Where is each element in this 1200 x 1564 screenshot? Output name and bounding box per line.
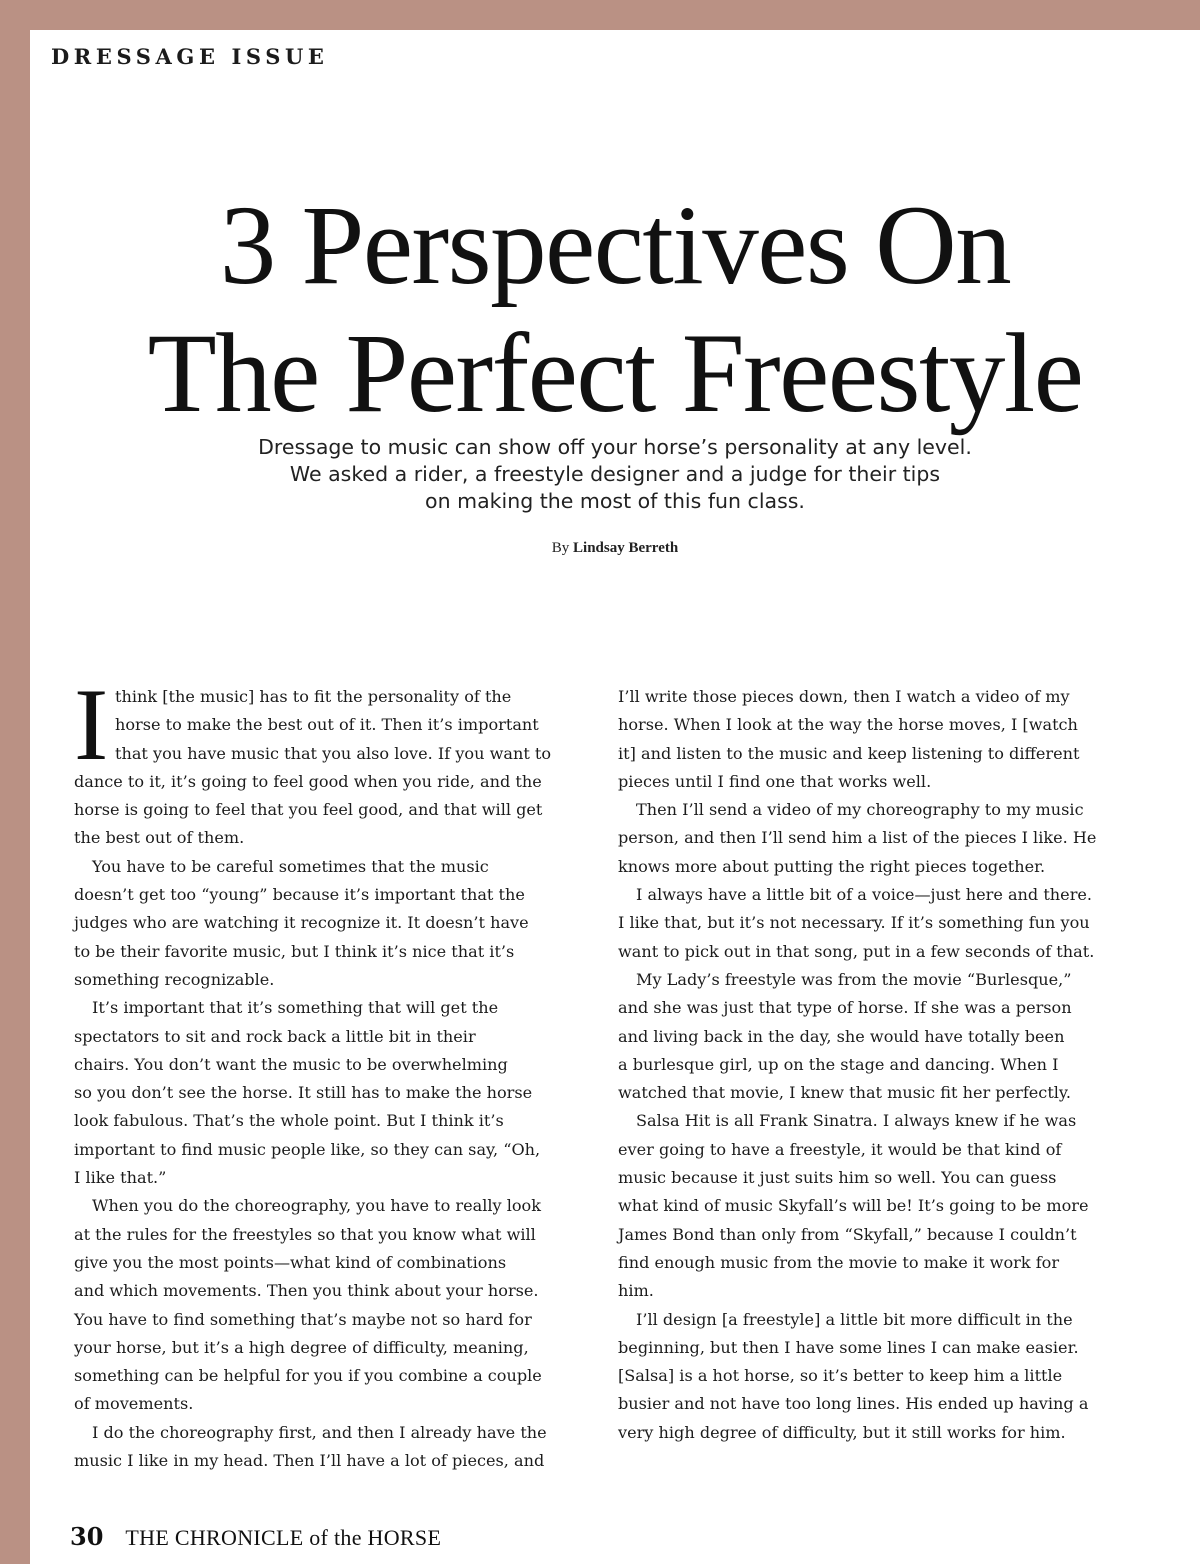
body-text-line: knows more about putting the right pieces together. — [618, 856, 1046, 876]
body-text-line: horse to make the best out of it. Then it’s important — [115, 715, 539, 735]
body-text-line: very high degree of difficulty, but it still works for him. — [618, 1422, 1066, 1442]
page-footer — [70, 1522, 441, 1551]
body-text-line: music I like in my head. Then I’ll have a lot of pieces, and — [74, 1451, 545, 1471]
body-text-line: and living back in the day, she would have totally been — [618, 1026, 1065, 1046]
body-text-line: what kind of music Skyfall’s will be! It’s going to be more — [618, 1196, 1089, 1216]
body-text-line: person, and then I’ll send him a list of the pieces I like. He — [618, 828, 1097, 848]
body-text-line: and which movements. Then you think about your horse. — [74, 1281, 539, 1301]
body-text-line: think [the music] has to fit the personality of the — [115, 687, 512, 706]
body-text-line: and she was just that type of horse. If she was a person — [618, 998, 1072, 1018]
body-text-line: horse. When I look at the way the horse moves, I [watch — [618, 715, 1078, 735]
body-text-line: I do the choreography first, and then I already have the — [92, 1422, 547, 1442]
byline-prefix: By — [551, 540, 570, 556]
byline — [30, 540, 1200, 557]
body-text-line: beginning, but then I have some lines I can make easier. — [618, 1337, 1079, 1357]
body-text-line: judges who are watching it recognize it. It doesn’t have — [74, 913, 529, 933]
body-text-line: at the rules for the freestyles so that you know what will — [74, 1224, 536, 1244]
body-text-line: pieces until I find one that works well. — [618, 771, 932, 791]
deck-line: Dressage to music can show off your horse’s personality at any level. — [258, 435, 972, 459]
body-text-line: him. — [618, 1281, 654, 1301]
body-text-line: of movements. — [74, 1394, 194, 1414]
body-text-line: I like that.” — [74, 1168, 167, 1188]
body-text-line: You have to be careful sometimes that the music — [92, 856, 489, 876]
section-label: DRESSAGE ISSUE — [51, 44, 329, 69]
body-text-line: want to pick out in that song, put in a few seconds of that. — [618, 941, 1095, 961]
headline-line-1: 3 Perspectives On — [219, 183, 1011, 308]
deck-line: We asked a rider, a freestyle designer and a judge for their tips — [289, 462, 941, 486]
body-text-line: I’ll design [a freestyle] a little bit more difficult in the — [636, 1309, 1073, 1329]
body-text-line: it] and listen to the music and keep listening to different — [618, 743, 1080, 763]
body-text-line: look fabulous. That’s the whole point. But I think it’s — [74, 1111, 504, 1131]
body-text-line: I’ll write those pieces down, then I watch a video of my — [618, 687, 1070, 706]
headline-line-2: The Perfect Freestyle — [147, 311, 1083, 436]
body-text-line: When you do the choreography, you have to really look — [92, 1196, 541, 1216]
body-text-line: chairs. You don’t want the music to be overwhelming — [74, 1054, 508, 1074]
body-text-line: to be their favorite music, but I think it’s nice that it’s — [74, 941, 515, 961]
body-text-line: It’s important that it’s something that will get the — [92, 998, 499, 1018]
body-text-line: Salsa Hit is all Frank Sinatra. I always knew if he was — [636, 1111, 1077, 1131]
body-text-line: give you the most points—what kind of combinations — [74, 1252, 507, 1272]
body-text-line: horse is going to feel that you feel good, and that will get — [74, 800, 543, 820]
body-text-line: something recognizable. — [74, 969, 275, 989]
body-text-line: My Lady’s freestyle was from the movie “Burlesque,” — [636, 969, 1072, 989]
magazine-name: THE CHRONICLE of the HORSE — [125, 1525, 442, 1550]
body-text-line: music because it just suits him so well. You can guess — [618, 1168, 1057, 1188]
body-text-line: ever going to have a freestyle, it would be that kind of — [618, 1139, 1062, 1159]
body-text-line: important to find music people like, so they can say, “Oh, — [74, 1139, 541, 1159]
page-number: 30 — [70, 1522, 104, 1551]
article-column-left — [74, 668, 582, 1475]
headline — [30, 182, 1200, 438]
magazine-page — [30, 30, 1200, 1564]
deck — [30, 434, 1200, 515]
body-text-line: a burlesque girl, up on the stage and dancing. When I — [618, 1054, 1059, 1074]
article-column-right — [618, 683, 1148, 1447]
body-text-line: watched that movie, I knew that music fit her perfectly. — [618, 1083, 1072, 1103]
body-text-line: You have to find something that’s maybe not so hard for — [74, 1309, 532, 1329]
body-text-line: James Bond than only from “Skyfall,” because I couldn’t — [618, 1224, 1077, 1244]
body-text-line: the best out of them. — [74, 828, 245, 848]
body-text-line: spectators to sit and rock back a little bit in their — [74, 1026, 476, 1046]
body-text-line: so you don’t see the horse. It still has to make the horse — [74, 1083, 533, 1103]
body-text-line: something can be helpful for you if you combine a couple — [74, 1366, 542, 1386]
body-text-line: that you have music that you also love. If you want to — [115, 743, 552, 763]
body-text-line: [Salsa] is a hot horse, so it’s better to keep him a little — [618, 1366, 1063, 1386]
body-text-line: I always have a little bit of a voice—just here and there. — [636, 885, 1093, 905]
body-text-line: Then I’ll send a video of my choreography to my music — [636, 800, 1084, 820]
body-text-line: doesn’t get too “young” because it’s important that the — [74, 885, 525, 905]
body-text-line: dance to it, it’s going to feel good when you ride, and the — [74, 771, 542, 791]
body-text-line: I like that, but it’s not necessary. If it’s something fun you — [618, 913, 1090, 933]
byline-author: Lindsay Berreth — [573, 540, 679, 556]
body-text-line: your horse, but it’s a high degree of difficulty, meaning, — [74, 1337, 529, 1357]
deck-line: on making the most of this fun class. — [425, 489, 805, 513]
body-text-line: busier and not have too long lines. His ended up having a — [618, 1394, 1089, 1414]
drop-cap: I — [74, 668, 109, 782]
body-text-line: find enough music from the movie to make it work for — [618, 1252, 1060, 1272]
